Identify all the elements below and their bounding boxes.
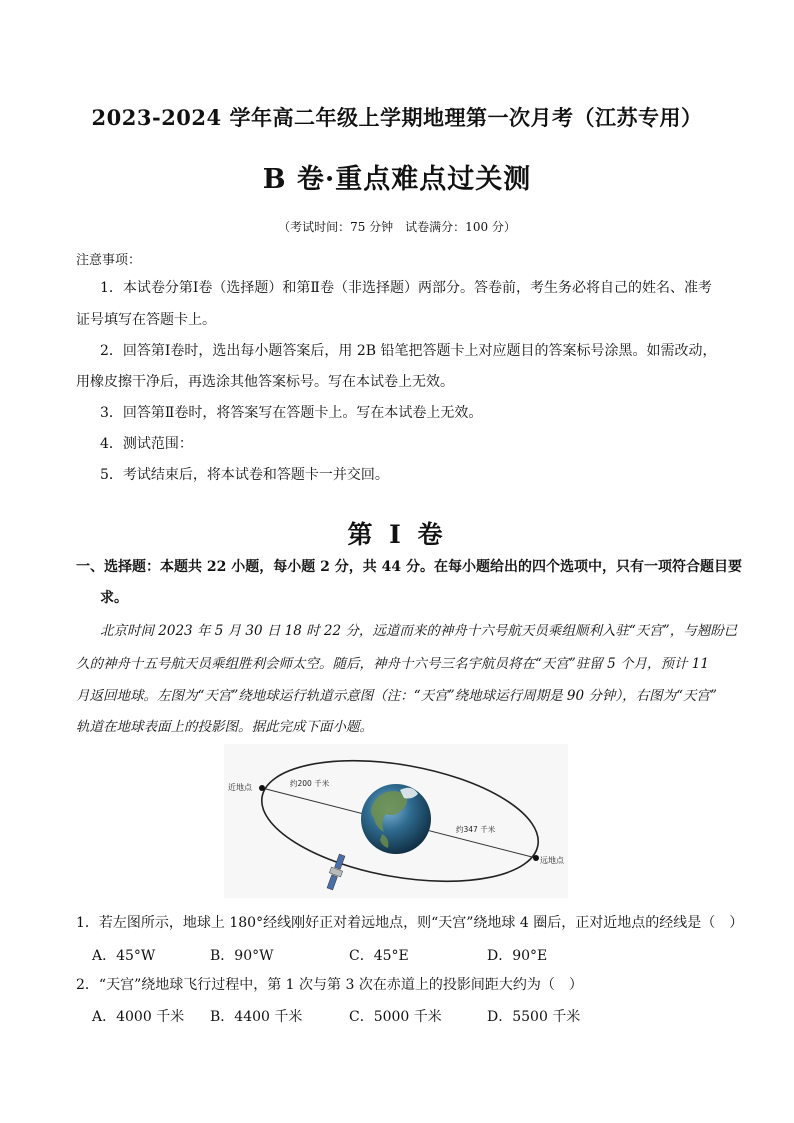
- question-2-option-c[interactable]: C．5000 千米: [349, 1009, 442, 1025]
- label-distance-1: 约200 千米: [290, 779, 330, 788]
- orbit-figure: [224, 744, 568, 898]
- exam-title: 2023-2024 学年高二年级上学期地理第一次月考（江苏专用）: [91, 105, 703, 130]
- passage-line: 久的神舟十五号航天员乘组胜利会师太空。随后，神舟十六号三名宇航员将在“天宫”驻留 5 个月，预计 11: [76, 656, 709, 672]
- question-2-stem: 2．“天宫”绕地球飞行过程中，第 1 次与第 3 次在赤道上的投影间距大约为（ ）: [76, 977, 583, 993]
- exam-subtitle: B 卷·重点难点过关测: [262, 164, 532, 195]
- passage-line: 轨道在地球表面上的投影图。据此完成下面小题。: [76, 719, 373, 735]
- section-title: 第 I 卷: [347, 520, 447, 549]
- perigee-dot: [259, 785, 265, 791]
- notes-line: 1．本试卷分第Ⅰ卷（选择题）和第Ⅱ卷（非选择题）两部分。答卷前，考生务必将自己的姓名、准考: [100, 280, 712, 296]
- notes-line: 证号填写在答题卡上。: [76, 312, 216, 328]
- question-2-option-d[interactable]: D．5500 千米: [487, 1009, 581, 1025]
- passage-line: 北京时间 2023 年 5 月 30 日 18 时 22 分，远道而来的神舟十六号航天员乘组顺利入驻“天宫”，与翘盼已: [100, 623, 738, 639]
- label-distance-2: 约347 千米: [456, 825, 496, 834]
- question-1-stem: 1．若左图所示，地球上 180°经线刚好正对着远地点，则“天宫”绕地球 4 圈后，正对近地点的经线是（ ）: [76, 915, 744, 931]
- notes-line: 5．考试结束后，将本试卷和答题卡一并交回。: [100, 467, 389, 483]
- passage-line: 月返回地球。左图为“天宫”绕地球运行轨道示意图（注：“天宫”绕地球运行周期是 90 分钟），右图为“天宫”: [76, 688, 717, 704]
- notes-line: 用橡皮擦干净后，再选涂其他答案标号。写在本试卷上无效。: [76, 374, 454, 390]
- notes-line: 4．测试范围：: [100, 436, 193, 452]
- section-intro: 一、选择题：本题共 22 小题，每小题 2 分，共 44 分。在每小题给出的四个选项中，只有一项符合题目要: [76, 559, 742, 575]
- earth-icon: [361, 784, 431, 854]
- orbit-diagram: [224, 744, 568, 898]
- apogee-dot: [533, 855, 539, 861]
- label-apogee: 远地点: [540, 856, 564, 865]
- question-2-option-a[interactable]: A．4000 千米: [92, 1009, 185, 1025]
- question-1-option-b[interactable]: B．90°W: [210, 948, 274, 964]
- notes-line: 2．回答第Ⅰ卷时，选出每小题答案后，用 2B 铅笔把答题卡上对应题目的答案标号涂黑。如需改动，: [100, 343, 717, 359]
- question-1-option-a[interactable]: A．45°W: [92, 948, 156, 964]
- section-intro-cont: 求。: [100, 590, 128, 606]
- label-perigee: 近地点: [228, 783, 252, 792]
- question-1-option-d[interactable]: D．90°E: [487, 948, 548, 964]
- exam-info: （考试时间：75 分钟 试卷满分：100 分）: [278, 220, 516, 234]
- question-1-option-c[interactable]: C．45°E: [349, 948, 409, 964]
- notes-heading: 注意事项：: [76, 253, 142, 268]
- notes-line: 3．回答第Ⅱ卷时，将答案写在答题卡上。写在本试卷上无效。: [100, 405, 483, 421]
- question-2-option-b[interactable]: B．4400 千米: [210, 1009, 303, 1025]
